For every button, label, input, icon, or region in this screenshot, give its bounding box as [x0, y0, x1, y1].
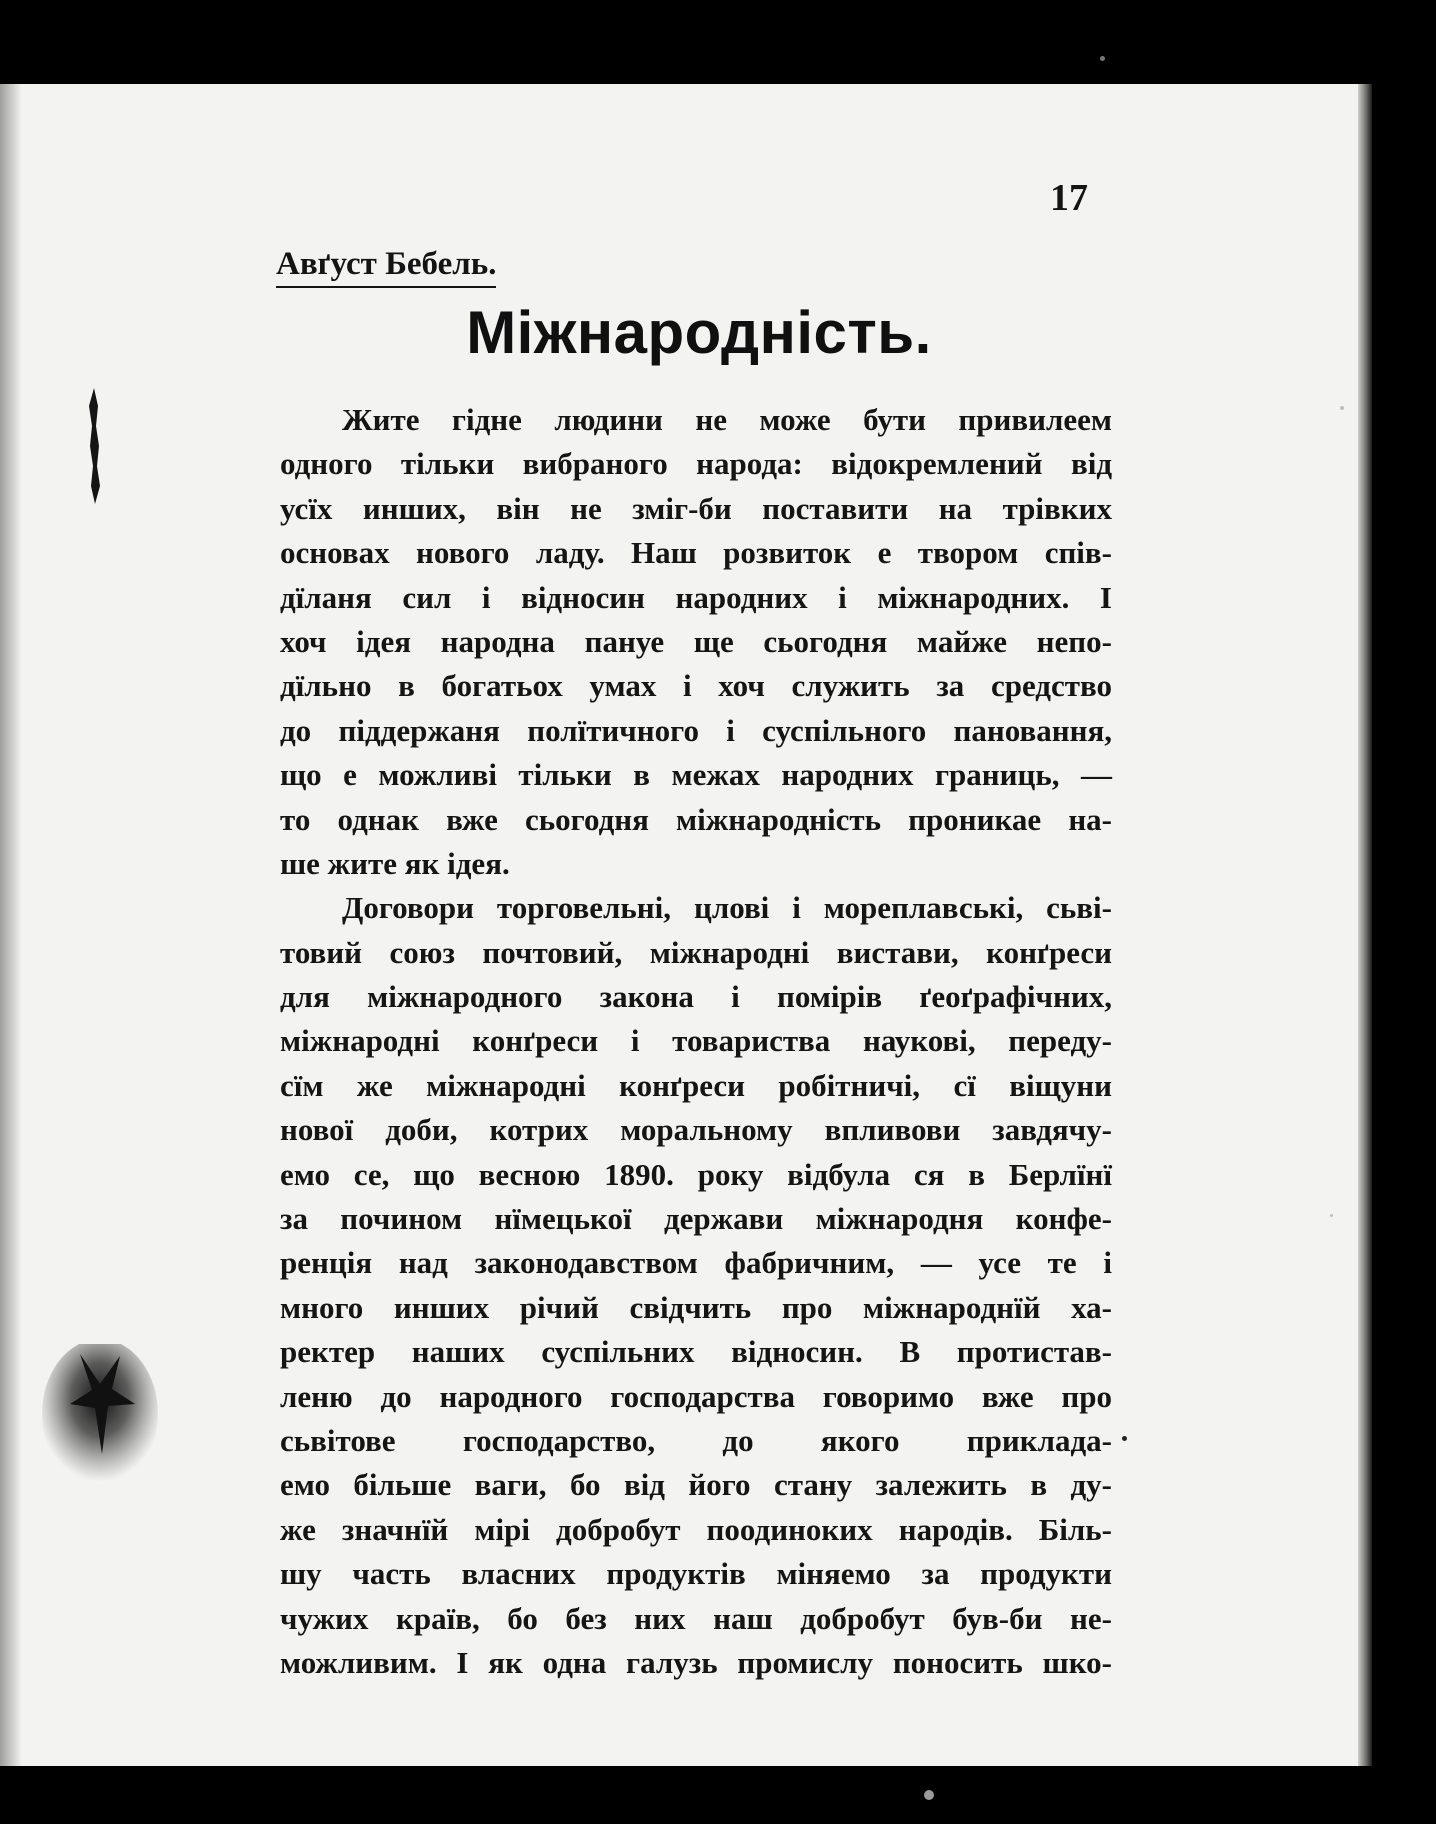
text-line: усїх инших, він не зміг-би поставити на трівких — [280, 490, 1112, 526]
text-line: дїльно в богатьох умах і хоч служить за средство — [280, 668, 1112, 704]
text-line: сїм же міжнародні конґреси робітничі, сї віщуни — [280, 1067, 1112, 1103]
text-line: за почином нїмецької держави міжнародня конфе- — [280, 1201, 1112, 1237]
text-line: можливим. І як одна галузь промислу поносить шко- — [280, 1644, 1112, 1680]
text-line: Жите гідне людини не може бути привилеем — [342, 402, 1112, 437]
text-line: Договори торговельні, цлові і мореплавські, сьві- — [342, 890, 1112, 926]
text-line: леню до народного господарства говоримо вже про — [280, 1378, 1112, 1414]
text-line: емо се, що весною 1890. року відбула ся в Берлїнї — [280, 1156, 1112, 1192]
dust-speck — [924, 1790, 934, 1800]
author-name: Авґуст Бебель. — [276, 246, 496, 288]
text-line: ректер наших суспільних відносин. В протистав- — [280, 1334, 1112, 1370]
page-content — [0, 84, 1358, 1766]
text-line: до піддержаня полїтичного і суспільного пановання, — [280, 712, 1112, 748]
text-line: чужих країв, бо без них наш добробут був-би не- — [280, 1600, 1112, 1636]
text-line: емо більше ваги, бо від його стану залежить в ду- — [280, 1467, 1112, 1503]
page-edge — [1358, 84, 1372, 1766]
text-line: для міжнародного закона і помірів ґеоґрафічних, — [280, 979, 1112, 1015]
text-line: основах нового ладу. Наш розвиток е твором спів- — [280, 535, 1112, 571]
text-line: то однак вже сьогодня міжнародність проникае на- — [280, 801, 1112, 837]
text-line: що е можливі тільки в межах народних границь, — — [280, 757, 1112, 793]
text-line: ше жите як ідея. — [280, 845, 510, 881]
text-line: нової доби, котрих моральному впливови завдячу- — [280, 1112, 1112, 1148]
article-title: Міжнародність. — [466, 299, 932, 366]
text-line: одного тільки вибраного народа: відокремлений від — [280, 446, 1112, 482]
dust-speck — [1100, 56, 1105, 61]
text-line: ренція над законодавством фабричним, — усе те і — [280, 1245, 1112, 1281]
article-body — [280, 398, 1112, 1685]
text-line: же значнїй мірі добробут поодиноких народів. Біль- — [280, 1511, 1112, 1547]
text-line: сьвітове господарство, до якого приклада- — [280, 1422, 1112, 1458]
text-line: хоч ідея народна пануе ще сьогодня майже непо- — [280, 623, 1112, 659]
text-line: дїланя сил і відносин народних і міжнародних. І — [280, 579, 1112, 615]
page-number: 17 — [1050, 177, 1088, 219]
text-line: міжнародні конґреси і товариства наукові, переду- — [280, 1023, 1112, 1059]
text-line: много инших річий свідчить про міжнароднїй ха- — [280, 1289, 1112, 1325]
text-line: товий союз почтовий, міжнародні вистави, конґреси — [280, 934, 1112, 970]
text-line: шу часть власних продуктів міняемо за продукти — [280, 1556, 1112, 1592]
